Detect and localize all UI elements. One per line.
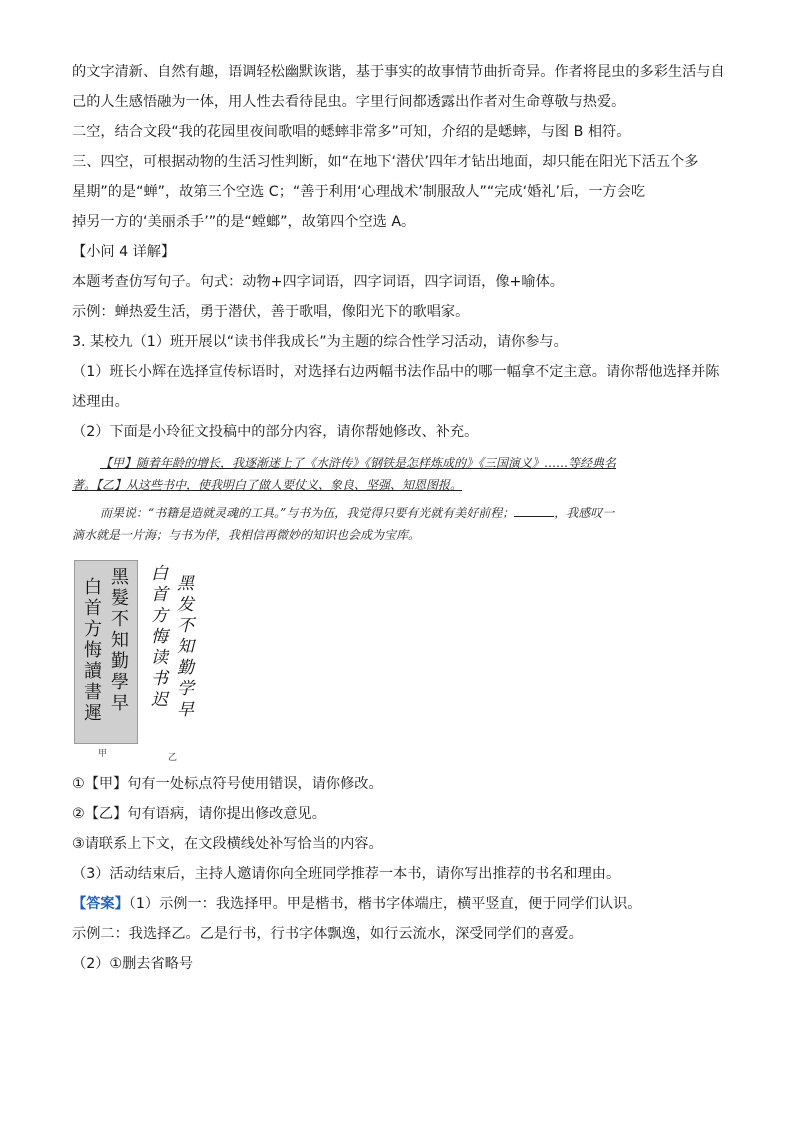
paragraph: 的文字清新、自然有趣，语调轻松幽默诙谐，基于事实的故事情节曲折奇异。作者将昆虫的多彩生活与自 <box>72 64 725 80</box>
paragraph: （1）班长小辉在选择宣传标语时，对选择右边两幅书法作品中的哪一幅拿不定主意。请你帮他选择并陈 <box>72 364 720 380</box>
essay-excerpt <box>72 452 724 546</box>
section-heading: 【小问 4 详解】 <box>72 244 176 260</box>
excerpt-line: 【甲】随着年龄的增长，我逐渐迷上了《水浒传》《钢铁是怎样炼成的》《三国演义》……等经典名 <box>100 456 617 470</box>
excerpt-line: ，我感叹一 <box>554 506 615 520</box>
calligraphy-column: 白首方悔读书迟 <box>147 564 167 711</box>
calligraphy-figure <box>72 560 724 768</box>
paragraph: 三、四空，可根据动物的生活习性判断，如“在地下‘潜伏’四年才钻出地面，却只能在阳光下活五个多 <box>72 154 699 170</box>
paragraph: 本题考查仿写句子。句式：动物+四字词语，四字词语，四字词语，像+喻体。 <box>72 274 564 290</box>
paragraph: 掉另一方的‘美丽杀手’”的是“螳螂”，故第四个空选 A。 <box>72 214 416 230</box>
sub-question: ③请联系上下文，在文段横线处补写恰当的内容。 <box>72 836 383 852</box>
sub-question: ②【乙】句有语病，请你提出修改意见。 <box>72 806 326 822</box>
answer-line <box>72 894 724 914</box>
answer-text: （1）示例一：我选择甲。甲是楷书，楷书字体端庄，横平竖直，便于同学们认识。 <box>128 896 642 912</box>
fill-blank <box>514 504 554 517</box>
calligraphy-column: 黑髮不知勤學早 <box>108 567 129 714</box>
calligraphy-panel-a <box>74 560 138 744</box>
figure-caption: 乙 <box>168 753 178 763</box>
paragraph: 己的人生感悟融为一体，用人性去看待昆虫。字里行间都透露出作者对生命尊敬与热爱。 <box>72 94 626 110</box>
paragraph: 星期”的是“蝉”，故第三个空选 C；“善于利用‘心理战术’制服敌人”“完成‘婚礼’后，一方会吃 <box>72 184 646 200</box>
calligraphy-column: 白首方悔讀書遲 <box>81 577 102 724</box>
sub-question: ①【甲】句有一处标点符号使用错误，请你修改。 <box>72 776 383 792</box>
figure-caption: 甲 <box>98 749 108 759</box>
calligraphy-panel-b <box>142 560 198 738</box>
calligraphy-column: 黑发不知勤学早 <box>173 574 193 721</box>
excerpt-line: 滴水就是一片海；与书为伴，我相信再微妙的知识也会成为宝库。 <box>72 528 421 542</box>
paragraph: 二空，结合文段“我的花园里夜间歌唱的蟋蟀非常多”可知，介绍的是蟋蟀，与图 B 相符。 <box>72 124 631 140</box>
answer-line: 示例二：我选择乙。乙是行书，行书字体飘逸，如行云流水，深受同学们的喜爱。 <box>72 926 583 942</box>
paragraph: 示例：蝉热爱生活，勇于潜伏，善于歌唱，像阳光下的歌唱家。 <box>72 304 470 320</box>
paragraph: 述理由。 <box>72 394 129 410</box>
excerpt-line: 而果说：“书籍是造就灵魂的工具。”与书为伍，我觉得只要有光就有美好前程； <box>100 506 515 520</box>
answer-tag: 【答案】 <box>72 896 129 912</box>
answer-line: （2）①删去省略号 <box>72 956 194 972</box>
document-page <box>72 62 724 984</box>
question-title: 3. 某校九（1）班开展以“读书伴我成长”为主题的综合性学习活动，请你参与。 <box>72 334 568 350</box>
excerpt-line: 著。【乙】从这些书中，使我明白了做人要仗义、象良、坚强、知恩图报。 <box>72 478 463 492</box>
sub-question: （3）活动结束后，主持人邀请你向全班同学推荐一本书，请你写出推荐的书名和理由。 <box>72 866 621 882</box>
paragraph: （2）下面是小玲征文投稿中的部分内容，请你帮她修改、补充。 <box>72 424 479 440</box>
